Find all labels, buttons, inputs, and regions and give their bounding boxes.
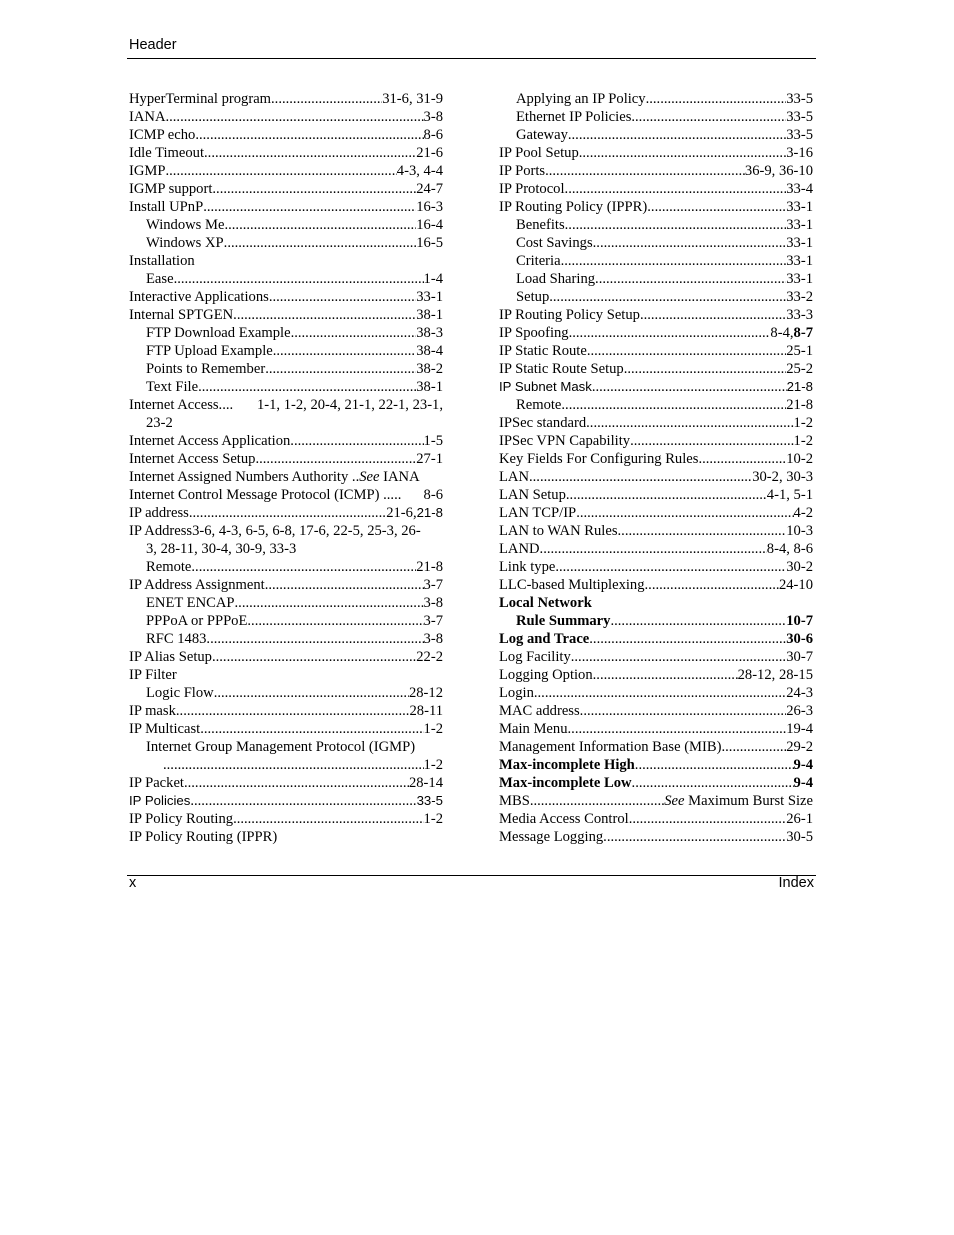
index-entry: Logging Option ..... 28-12, 28-15 (499, 666, 813, 684)
index-subentry: Criteria ..... 33-1 (499, 252, 813, 270)
index-subentry: ENET ENCAP ..... 3-8 (129, 594, 443, 612)
index-entry-continuation: 23-2 (146, 415, 173, 431)
index-entry: Max-incomplete High ..... 9-4 (499, 756, 813, 774)
index-entry: IP Spoofing ..... 8-4, 8-7 (499, 324, 813, 342)
index-subentry: Windows Me ..... 16-4 (129, 216, 443, 234)
index-entry: Main Menu ..... 19-4 (499, 720, 813, 738)
index-entry: IP address ..... 21-6, 21-8 (129, 504, 443, 522)
index-subentry: Windows XP ..... 16-5 (129, 234, 443, 252)
index-entry: Link type ..... 30-2 (499, 558, 813, 576)
index-entry: Interactive Applications ..... 33-1 (129, 288, 443, 306)
index-entry: IPSec standard ..... 1-2 (499, 414, 813, 432)
index-entry: IP Ports ..... 36-9, 36-10 (499, 162, 813, 180)
index-column-left (129, 90, 443, 846)
index-entry: Idle Timeout ..... 21-6 (129, 144, 443, 162)
index-entry: IP Static Route ..... 25-1 (499, 342, 813, 360)
index-entry: IP Packet ..... 28-14 (129, 774, 443, 792)
index-entry: Login ..... 24-3 (499, 684, 813, 702)
index-entry: IP Routing Policy (IPPR) ..... 33-1 (499, 198, 813, 216)
index-entry: IP Routing Policy Setup ..... 33-3 (499, 306, 813, 324)
index-entry-continuation: 3, 28-11, 30-4, 30-9, 33-3 (146, 541, 297, 557)
index-subentry: Remote ..... 21-8 (129, 558, 443, 576)
index-entry: Max-incomplete Low ..... 9-4 (499, 774, 813, 792)
footer-rule (127, 875, 816, 876)
index-entry: MAC address ..... 26-3 (499, 702, 813, 720)
index-subentry: Remote ..... 21-8 (499, 396, 813, 414)
index-subentry: Benefits ..... 33-1 (499, 216, 813, 234)
index-entry: Internet Assigned Numbers Authority .. See IANA (129, 469, 420, 485)
index-entry: IP Protocol ..... 33-4 (499, 180, 813, 198)
index-entry: IP Policies ..... 33-5 (129, 792, 443, 810)
index-entry: HyperTerminal program ..... 31-6, 31-9 (129, 90, 443, 108)
index-entry: IANA ..... 3-8 (129, 108, 443, 126)
index-entry: MBS ..... See Maximum Burst Size (499, 792, 813, 810)
index-subentry: FTP Upload Example ..... 38-4 (129, 342, 443, 360)
index-subentry: Cost Savings ..... 33-1 (499, 234, 813, 252)
index-entry: IGMP ..... 4-3, 4-4 (129, 162, 443, 180)
index-column-right (499, 90, 813, 846)
index-entry: Internal SPTGEN ..... 38-1 (129, 306, 443, 324)
index-subentry: RFC 1483 ..... 3-8 (129, 630, 443, 648)
index-entry: LAN Setup ..... 4-1, 5-1 (499, 486, 813, 504)
index-subentry: FTP Download Example ..... 38-3 (129, 324, 443, 342)
index-heading: IP Address3-6, 4-3, 6-5, 6-8, 17-6, 22-5, 25-3, 26- (129, 523, 421, 539)
index-entry: IP mask ..... 28-11 (129, 702, 443, 720)
index-entry: IP Static Route Setup ..... 25-2 (499, 360, 813, 378)
index-entry: LAND ..... 8-4, 8-6 (499, 540, 813, 558)
page-header-label: Header (129, 37, 177, 53)
index-entry: Message Logging ..... 30-5 (499, 828, 813, 846)
index-entry: IP Multicast ..... 1-2 (129, 720, 443, 738)
index-subentry: Logic Flow ..... 28-12 (129, 684, 443, 702)
header-rule (127, 58, 816, 59)
index-entry: Internet Access Setup ..... 27-1 (129, 450, 443, 468)
index-entry: Management Information Base (MIB) ..... 29-2 (499, 738, 813, 756)
index-entry: IP Subnet Mask ..... 21-8 (499, 378, 813, 396)
index-entry: IP Policy Routing ..... 1-2 (129, 810, 443, 828)
index-entry: Internet Control Message Protocol (ICMP) ..... 8-6 (129, 487, 443, 503)
index-heading: IP Filter (129, 667, 177, 683)
index-subentry: PPPoA or PPPoE ..... 3-7 (129, 612, 443, 630)
index-subentry: Setup ..... 33-2 (499, 288, 813, 306)
page-number: x (129, 875, 137, 891)
index-entry: IP Alias Setup ..... 22-2 (129, 648, 443, 666)
index-entry: IGMP support ..... 24-7 (129, 180, 443, 198)
index-subentry: Ethernet IP Policies ..... 33-5 (499, 108, 813, 126)
index-subentry: Rule Summary ..... 10-7 (499, 612, 813, 630)
index-entry: LAN ..... 30-2, 30-3 (499, 468, 813, 486)
index-subentry: Points to Remember ..... 38-2 (129, 360, 443, 378)
index-entry: Log Facility ..... 30-7 (499, 648, 813, 666)
index-subentry: Applying an IP Policy ..... 33-5 (499, 90, 813, 108)
index-subentry: Load Sharing ..... 33-1 (499, 270, 813, 288)
index-heading: Local Network (499, 595, 592, 611)
index-entry: LAN TCP/IP ..... 4-2 (499, 504, 813, 522)
index-entry: Internet Access.... 1-1, 1-2, 20-4, 21-1, 22-1, 23-1, (129, 397, 443, 413)
index-entry: IPSec VPN Capability ..... 1-2 (499, 432, 813, 450)
index-heading: IP Policy Routing (IPPR) (129, 829, 278, 845)
index-entry-continuation: ..... 1-2 (129, 756, 443, 774)
index-subentry: Gateway ..... 33-5 (499, 126, 813, 144)
index-subheading: Internet Group Management Protocol (IGMP) (146, 739, 416, 755)
index-entry: Media Access Control ..... 26-1 (499, 810, 813, 828)
index-heading: Installation (129, 253, 195, 269)
index-entry: Internet Access Application ..... 1-5 (129, 432, 443, 450)
index-subentry: Ease ..... 1-4 (129, 270, 443, 288)
footer-section-label: Index (778, 875, 814, 891)
index-entry: Key Fields For Configuring Rules ..... 10-2 (499, 450, 813, 468)
index-entry: LAN to WAN Rules ..... 10-3 (499, 522, 813, 540)
index-subentry: Text File ..... 38-1 (129, 378, 443, 396)
index-entry: Log and Trace ..... 30-6 (499, 630, 813, 648)
index-entry: Install UPnP ..... 16-3 (129, 198, 443, 216)
index-entry: LLC-based Multiplexing ..... 24-10 (499, 576, 813, 594)
index-entry: ICMP echo ..... 8-6 (129, 126, 443, 144)
index-entry: IP Pool Setup ..... 3-16 (499, 144, 813, 162)
index-entry: IP Address Assignment ..... 3-7 (129, 576, 443, 594)
